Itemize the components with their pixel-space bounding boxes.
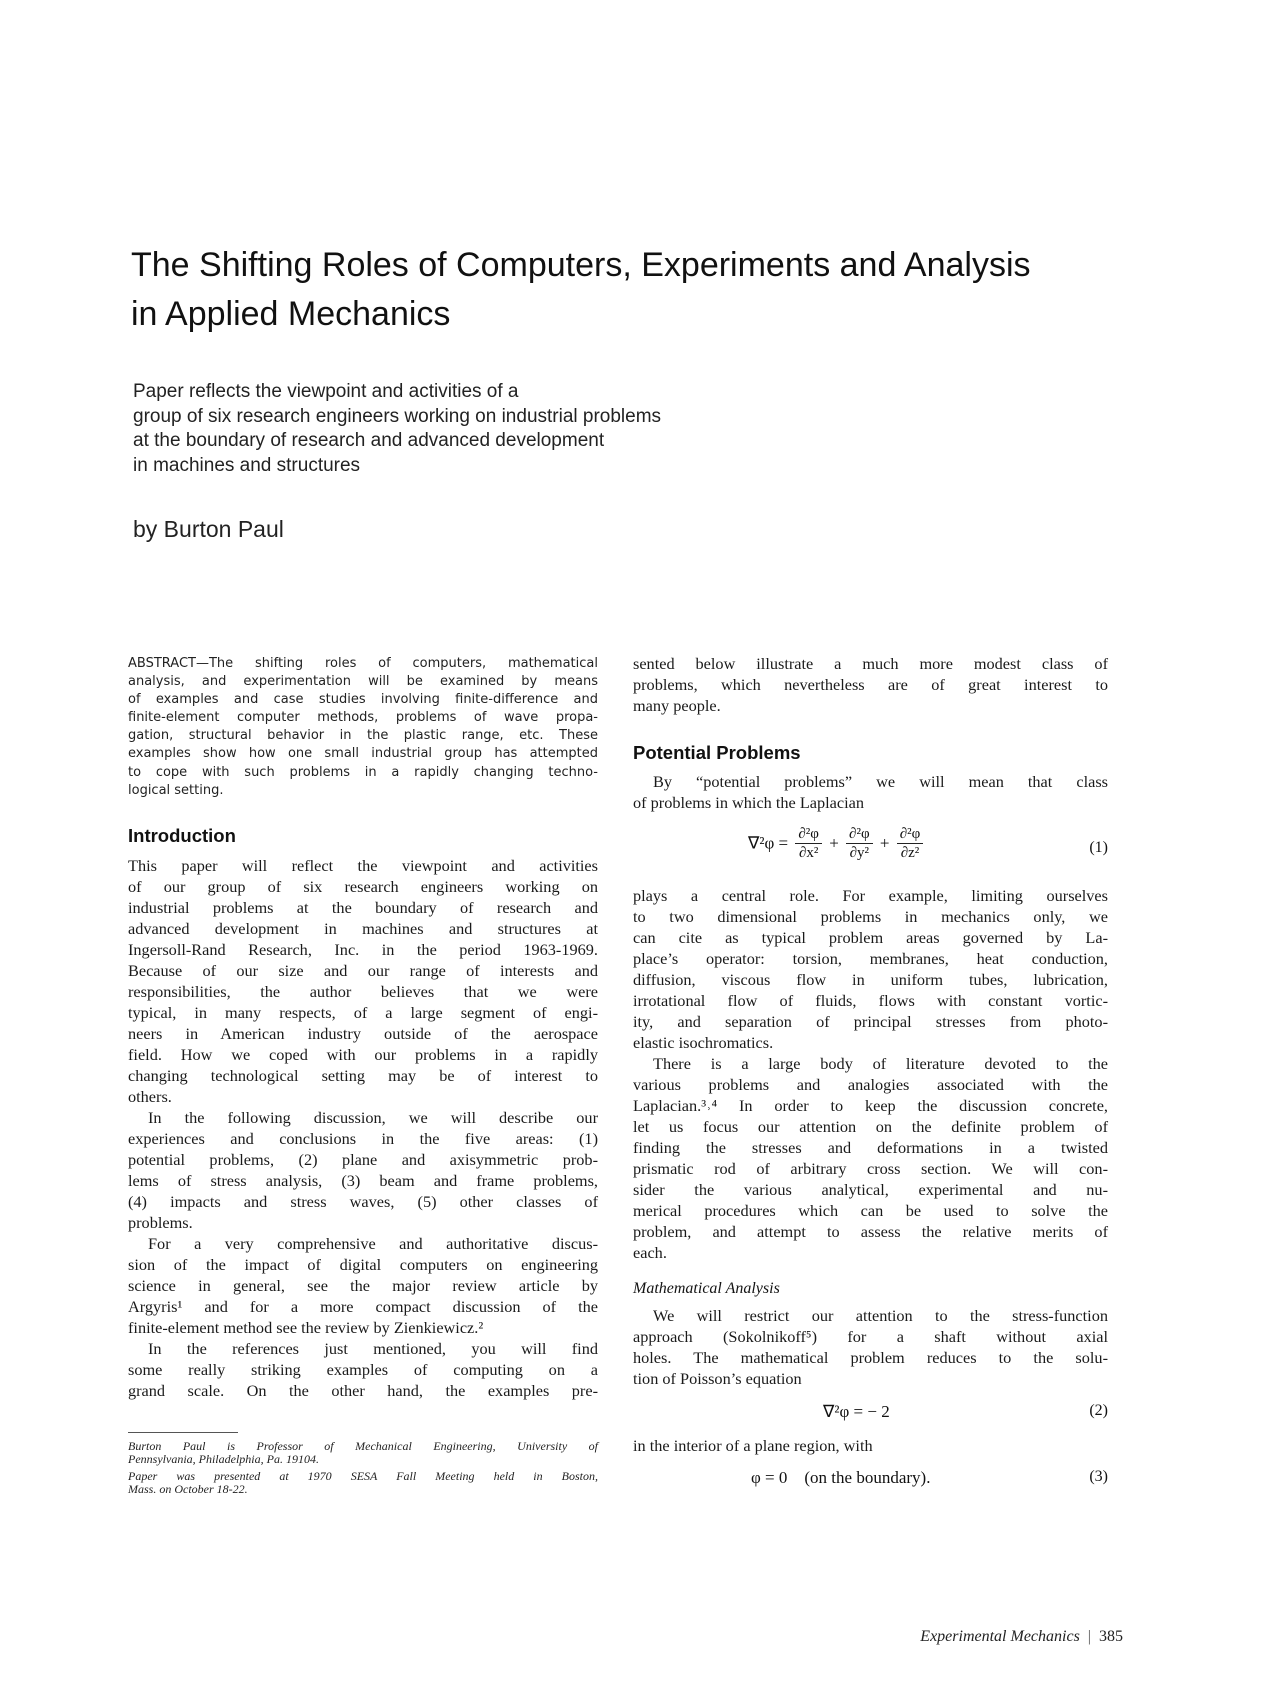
text-line: let us focus our attention on the definite problem of bbox=[633, 1117, 1108, 1136]
text-line: diffusion, viscous flow in uniform tubes, lubrication, bbox=[633, 970, 1108, 989]
math-text-interior: in the interior of a plane region, with bbox=[633, 1436, 873, 1455]
text-line: Argyris¹ and for a more compact discussion of the bbox=[128, 1297, 598, 1316]
text-line: tion of Poisson’s equation bbox=[633, 1369, 802, 1388]
text-line: others. bbox=[128, 1087, 172, 1106]
text-line: grand scale. On the other hand, the examples pre- bbox=[128, 1381, 598, 1400]
footnote-author bbox=[128, 1440, 598, 1465]
text-line: sented below illustrate a much more modest class of bbox=[633, 654, 1108, 673]
page-number: 385 bbox=[1099, 1628, 1123, 1645]
text-line: each. bbox=[633, 1243, 667, 1262]
text-line: irrotational flow of fluids, flows with constant vortic- bbox=[633, 991, 1108, 1010]
potential-body bbox=[633, 885, 1108, 1263]
text-line: various problems and analogies associated with the bbox=[633, 1075, 1108, 1094]
subtitle-line: in machines and structures bbox=[133, 454, 361, 476]
text-line: Because of our size and our range of interests and bbox=[128, 961, 598, 980]
text-line: problems. bbox=[128, 1213, 193, 1232]
text-line: changing technological setting may be of interest to bbox=[128, 1066, 598, 1085]
subtitle-line: Paper reflects the viewpoint and activities of a bbox=[133, 381, 519, 402]
abstract-line: gation, structural behavior in the plastic range, etc. These bbox=[128, 728, 598, 744]
footnote-line: Paper was presented at 1970 SESA Fall Meeting held in Boston, bbox=[128, 1469, 598, 1483]
text-line: approach (Sokolnikoff⁵) for a shaft without axial bbox=[633, 1327, 1108, 1346]
footnote-divider bbox=[128, 1432, 238, 1433]
text-line: finite-element method see the review by Zienkiewicz.² bbox=[128, 1318, 484, 1337]
text-line: prismatic rod of arbitrary cross section. We will con- bbox=[633, 1159, 1108, 1178]
abstract-line: of examples and case studies involving finite-difference and bbox=[128, 692, 598, 708]
text-line: many people. bbox=[633, 696, 721, 715]
text-line: problem, and attempt to assess the relative merits of bbox=[633, 1222, 1108, 1241]
equation-1 bbox=[633, 825, 1108, 873]
paragraph bbox=[128, 1107, 598, 1233]
equation-number: (3) bbox=[1089, 1468, 1108, 1485]
text-line: place’s operator: torsion, membranes, heat conduction, bbox=[633, 949, 1108, 968]
abstract bbox=[128, 655, 598, 800]
mathematical-analysis-subheading: Mathematical Analysis bbox=[633, 1280, 780, 1297]
text-line: responsibilities, the author believes that we were bbox=[128, 982, 598, 1001]
text-line: typical, in many respects, of a large segment of engi- bbox=[128, 1003, 598, 1022]
text-line: some really striking examples of computing on a bbox=[128, 1360, 598, 1379]
text-line: of problems in which the Laplacian bbox=[633, 793, 865, 812]
text-line: (4) impacts and stress waves, (5) other classes of bbox=[128, 1192, 598, 1211]
text-line: of our group of six research engineers working on bbox=[128, 877, 598, 896]
text-line: Ingersoll-Rand Research, Inc. in the period 1963-1969. bbox=[128, 940, 598, 959]
plus-sign: + bbox=[829, 833, 839, 853]
text-line: We will restrict our attention to the stress-function bbox=[653, 1306, 1108, 1325]
text-line: holes. The mathematical problem reduces to the solu- bbox=[633, 1348, 1108, 1367]
journal-name: Experimental Mechanics bbox=[920, 1628, 1080, 1645]
text-line: potential problems, (2) plane and axisymmetric prob- bbox=[128, 1150, 598, 1169]
text-line: elastic isochromatics. bbox=[633, 1033, 774, 1052]
text-line: By “potential problems” we will mean that class bbox=[653, 772, 1108, 791]
potential-intro bbox=[633, 771, 1108, 813]
equation-number: (1) bbox=[1089, 839, 1108, 856]
plus-sign: + bbox=[879, 833, 890, 853]
text-line: Laplacian.³˒⁴ In order to keep the discussion concrete, bbox=[633, 1096, 1108, 1115]
paragraph bbox=[128, 1338, 598, 1401]
text-line: field. How we coped with our problems in a rapidly bbox=[128, 1045, 598, 1064]
paragraph bbox=[128, 1233, 598, 1338]
title-line: The Shifting Roles of Computers, Experiments and Analysis bbox=[131, 246, 1031, 284]
abstract-line: analysis, and experimentation will be examined by means bbox=[128, 674, 598, 690]
text-line: experiences and conclusions in the five areas: (1) bbox=[128, 1129, 598, 1148]
text-line: problems, which nevertheless are of great interest to bbox=[633, 675, 1108, 694]
footnote-line: Pennsylvania, Philadelphia, Pa. 19104. bbox=[128, 1451, 319, 1466]
text-line: to two dimensional problems in mechanics only, we bbox=[633, 907, 1108, 926]
text-line: plays a central role. For example, limiting ourselves bbox=[633, 886, 1108, 905]
text-line: In the references just mentioned, you will find bbox=[148, 1339, 598, 1358]
text-line: For a very comprehensive and authoritative discus- bbox=[148, 1234, 598, 1253]
text-line: There is a large body of literature devoted to the bbox=[653, 1054, 1108, 1073]
footer-separator: | bbox=[1087, 1628, 1091, 1645]
numerator: ∂²φ bbox=[846, 825, 873, 844]
title-line: in Applied Mechanics bbox=[131, 295, 451, 333]
equation-lhs: ∇²φ = bbox=[748, 833, 789, 853]
abstract-line: ABSTRACT—The shifting roles of computers, mathematical bbox=[128, 656, 598, 671]
fraction-x bbox=[795, 825, 822, 862]
text-line: In the following discussion, we will describe our bbox=[148, 1108, 598, 1127]
abstract-line: logical setting. bbox=[128, 782, 224, 798]
text-line: neers in American industry outside of the aerospace bbox=[128, 1024, 598, 1043]
equation-expression: φ = 0 (on the boundary). bbox=[751, 1468, 931, 1487]
math-body bbox=[633, 1305, 1108, 1389]
fraction-z bbox=[897, 825, 924, 862]
text-line: industrial problems at the boundary of research and bbox=[128, 898, 598, 917]
equation-expression: ∇²φ = − 2 bbox=[823, 1402, 890, 1421]
subtitle-line: at the boundary of research and advanced development bbox=[133, 430, 605, 451]
abstract-line: finite-element computer methods, problems of wave propa- bbox=[128, 710, 598, 726]
right-intro bbox=[633, 653, 1108, 716]
potential-problems-heading: Potential Problems bbox=[633, 742, 801, 763]
footnote-line: Burton Paul is Professor of Mechanical Engineering, University of bbox=[128, 1439, 598, 1453]
subtitle-line: group of six research engineers working on industrial problems bbox=[133, 405, 662, 427]
numerator: ∂²φ bbox=[897, 825, 924, 844]
text-line: sider the various analytical, experimental and nu- bbox=[633, 1180, 1108, 1199]
paragraph bbox=[633, 1053, 1108, 1263]
text-line: sion of the impact of digital computers on engineering bbox=[128, 1255, 598, 1274]
footnote-meeting bbox=[128, 1470, 598, 1495]
introduction-body bbox=[128, 855, 598, 1401]
text-line: merical procedures which can be used to solve the bbox=[633, 1201, 1108, 1220]
paragraph bbox=[633, 885, 1108, 1053]
equation-3 bbox=[633, 1468, 1108, 1492]
page-footer bbox=[920, 1628, 1123, 1646]
text-line: advanced development in machines and structures at bbox=[128, 919, 598, 938]
denominator: ∂y² bbox=[849, 845, 870, 861]
numerator: ∂²φ bbox=[795, 825, 822, 844]
text-line: lems of stress analysis, (3) beam and frame problems, bbox=[128, 1171, 598, 1190]
denominator: ∂z² bbox=[900, 845, 920, 861]
abstract-line: examples show how one small industrial group has attempted bbox=[128, 746, 598, 762]
fraction-y bbox=[846, 825, 873, 862]
text-line: can cite as typical problem areas governed by La- bbox=[633, 928, 1108, 947]
paragraph bbox=[128, 855, 598, 1107]
text-line: finding the stresses and deformations in a twisted bbox=[633, 1138, 1108, 1157]
abstract-line: to cope with such problems in a rapidly changing techno- bbox=[128, 764, 598, 780]
footnote-line: Mass. on October 18-22. bbox=[128, 1481, 248, 1496]
author-byline: by Burton Paul bbox=[133, 516, 284, 542]
paper-title bbox=[131, 241, 1141, 339]
introduction-heading: Introduction bbox=[128, 825, 236, 846]
text-line: science in general, see the major review article by bbox=[128, 1276, 598, 1295]
equation-number: (2) bbox=[1089, 1402, 1108, 1419]
text-line: This paper will reflect the viewpoint and activities bbox=[128, 856, 598, 875]
paper-subtitle bbox=[133, 380, 773, 478]
denominator: ∂x² bbox=[798, 845, 819, 861]
text-line: ity, and separation of principal stresses from photo- bbox=[633, 1012, 1108, 1031]
equation-2 bbox=[633, 1402, 1108, 1426]
